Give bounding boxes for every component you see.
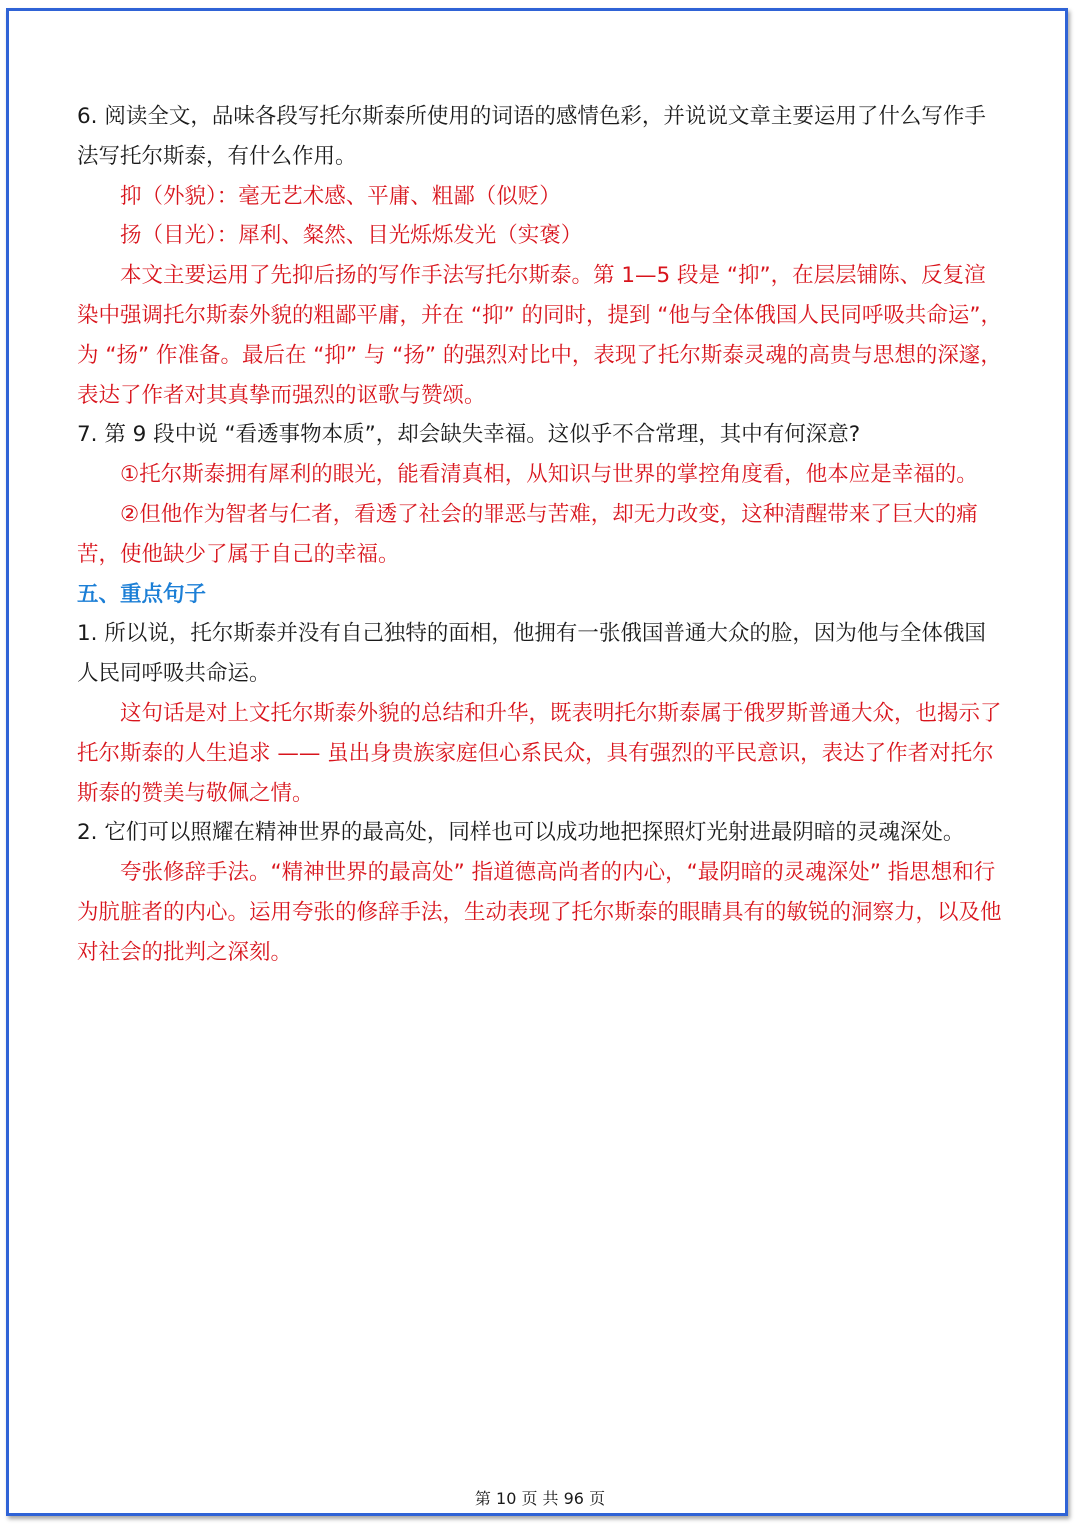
page-number-footer: 第 10 页 共 96 页 xyxy=(474,1489,606,1508)
answer-7-point-2: ②但他作为智者与仁者，看透了社会的罪恶与苦难，却无力改变，这种清醒带来了巨大的痛苦，使他缺少了属于自己的幸福。 xyxy=(77,501,978,567)
sentence-1: 1. 所以说，托尔斯泰并没有自己独特的面相，他拥有一张俄国普通大众的脸，因为他与全体俄国人民同呼吸共命运。 xyxy=(77,621,986,687)
answer-6-suppress: 抑（外貌）：毫无艺术感、平庸、粗鄙（似贬） xyxy=(120,183,561,209)
sentence-2-analysis: 夸张修辞手法。“精神世界的最高处” 指道德高尚者的内心，“最阴暗的灵魂深处” 指思想和行为肮脏者的内心。运用夸张的修辞手法，生动表现了托尔斯泰的眼睛具有的敏锐的洞察力，以及他对社会的批判之深刻。 xyxy=(77,860,1002,965)
sentence-2: 2. 它们可以照耀在精神世界的最高处，同样也可以成功地把探照灯光射进最阴暗的灵魂深处。 xyxy=(77,820,965,846)
section-heading-key-sentences: 五、重点句子 xyxy=(77,581,207,607)
question-6: 6. 阅读全文，品味各段写托尔斯泰所使用的词语的感情色彩，并说说文章主要运用了什么写作手法写托尔斯泰，有什么作用。 xyxy=(77,104,986,169)
sentence-1-analysis: 这句话是对上文托尔斯泰外貌的总结和升华，既表明托尔斯泰属于俄罗斯普通大众，也揭示了托尔斯泰的人生追求 —— 虽出身贵族家庭但心系民众，具有强烈的平民意识，表达了作者对托尔斯泰的赞美与敬佩之情。 xyxy=(77,700,1002,806)
document-body xyxy=(77,97,1007,973)
answer-6-praise: 扬（目光）：犀利、粲然、目光烁烁发光（实褒） xyxy=(120,223,583,249)
answer-6-explanation: 本文主要运用了先抑后扬的写作手法写托尔斯泰。第 1—5 段是 “抑”，在层层铺陈、反复渲染中强调托尔斯泰外貌的粗鄙平庸，并在 “抑” 的同时，提到 “他与全体俄国人民同呼吸共命运”，为 “扬” 作准备。最后在 “抑” 与 “扬” 的强烈对比中，表现了托尔斯泰灵魂的高贵与思想的深邃，表达了作者对其真挚而强烈的讴歌与赞颂。 xyxy=(77,263,1003,408)
question-7: 7. 第 9 段中说 “看透事物本质”，却会缺失幸福。这似乎不合常理，其中有何深意? xyxy=(77,422,861,448)
answer-7-point-1: ①托尔斯泰拥有犀利的眼光，能看清真相，从知识与世界的掌控角度看，他本应是幸福的。 xyxy=(120,462,978,488)
